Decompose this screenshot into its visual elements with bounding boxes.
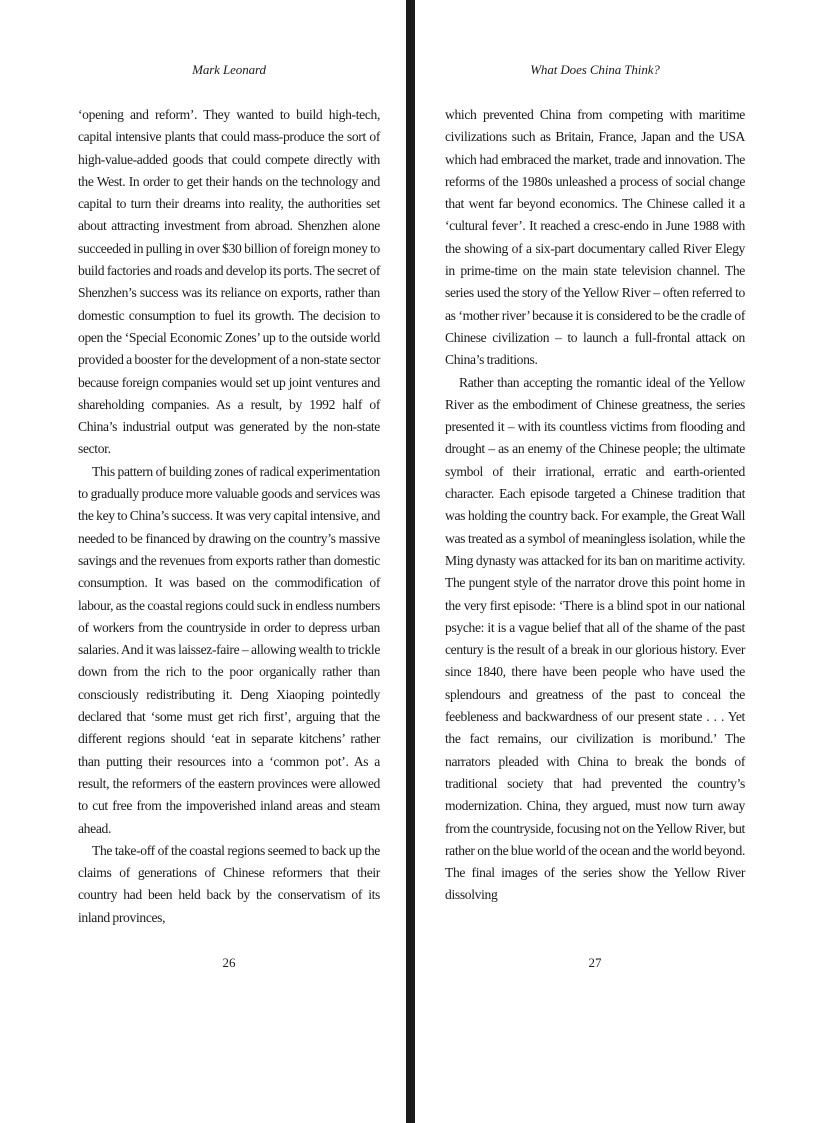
left-paragraph-2: This pattern of building zones of radical experimentation to gradually produce more valuable goods and services was the key to China’s success. It was very capital intensive, and needed to be financed by drawing on the country’s massive savings and the revenues from exports rather than domestic consumption. It was based on the commodification of labour, as the coastal regions could suck in endless numbers of workers from the countryside in order to depress urban salaries. And it was laissez-faire – allowing wealth to trickle down from the rich to the poor organically rather than consciously redistributing it. Deng Xiaoping pointedly declared that ‘some must get rich first’, arguing that the different regions should ‘eat in separate kitchens’ rather than putting their resources into a ‘common pot’. As a result, the reformers of the eastern provinces were allowed to cut free from the impoverished inland areas and steam ahead.	[78, 463, 380, 836]
left-page	[78, 0, 380, 1123]
right-running-head: What Does China Think?	[530, 62, 660, 77]
left-page-number: 26	[222, 955, 236, 970]
left-paragraph-1: ‘opening and reform’. They wanted to build high-tech, capital intensive plants that could mass-produce the sort of high-value-added goods that could compete directly with the West. In order to get their hands on the technology and capital to turn their dreams into reality, the authorities set about attracting investment from abroad. Shenzhen alone succeeded in pulling in over $30 billion of foreign money to build factories and roads and develop its ports. The secret of Shenzhen’s success was its reliance on exports, rather than domestic consumption to fuel its growth. The decision to open the ‘Special Economic Zones’ up to the outside world provided a booster for the development of a non-state sector because foreign companies would set up joint ventures and shareholding companies. As a result, by 1992 half of China’s industrial output was generated by the non-state sector.	[78, 107, 380, 457]
left-paragraph-3: The take-off of the coastal regions seemed to back up the claims of generations of Chinese reformers that their country had been held back by the conservatism of its inland provinces,	[78, 842, 380, 925]
right-page-number: 27	[588, 955, 602, 970]
left-body-text	[78, 104, 380, 929]
book-spine-gutter	[406, 0, 415, 1123]
left-running-head: Mark Leonard	[192, 62, 266, 77]
right-paragraph-1: which prevented China from competing with maritime civilizations such as Britain, France, Japan and the USA which had embraced the market, trade and innovation. The reforms of the 1980s unleashed a process of social change that went far beyond economics. The Chinese called it a ‘cultural fever’. It reached a cresc-endo in June 1988 with the showing of a six-part documentary called River Elegy in prime-time on the main state television channel. The series used the story of the Yellow River – often referred to as ‘mother river’ because it is considered to be the cradle of Chinese civilization – to launch a full-frontal attack on China’s traditions.	[445, 107, 745, 368]
right-paragraph-2: Rather than accepting the romantic ideal of the Yellow River as the embodiment of Chinese greatness, the series presented it – with its countless victims from flooding and drought – as an enemy of the Chinese people; the ultimate symbol of their irrational, erratic and earth-oriented character. Each episode targeted a Chinese tradition that was holding the country back. For example, the Great Wall was treated as a symbol of meaningless isolation, while the Ming dynasty was attacked for its ban on maritime activity. The pungent style of the narrator drove this point home in the very first episode: ‘There is a blind spot in our national psyche: it is a vague belief that all of the shame of the past century is the result of a break in our glorious history. Ever since 1840, there have been people who have used the splendours and greatness of the past to conceal the feebleness and backwardness of our present state . . . Yet the fact remains, our civilization is moribund.’ The narrators pleaded with China to break the bonds of traditional society that had prevented the country’s modernization. China, they argued, must now turn away from the countryside, focusing not on the Yellow River, but rather on the blue world of the ocean and the world beyond. The final images of the series show the Yellow River dissolving	[445, 374, 745, 903]
right-page	[445, 0, 745, 1123]
right-body-text	[445, 104, 745, 907]
